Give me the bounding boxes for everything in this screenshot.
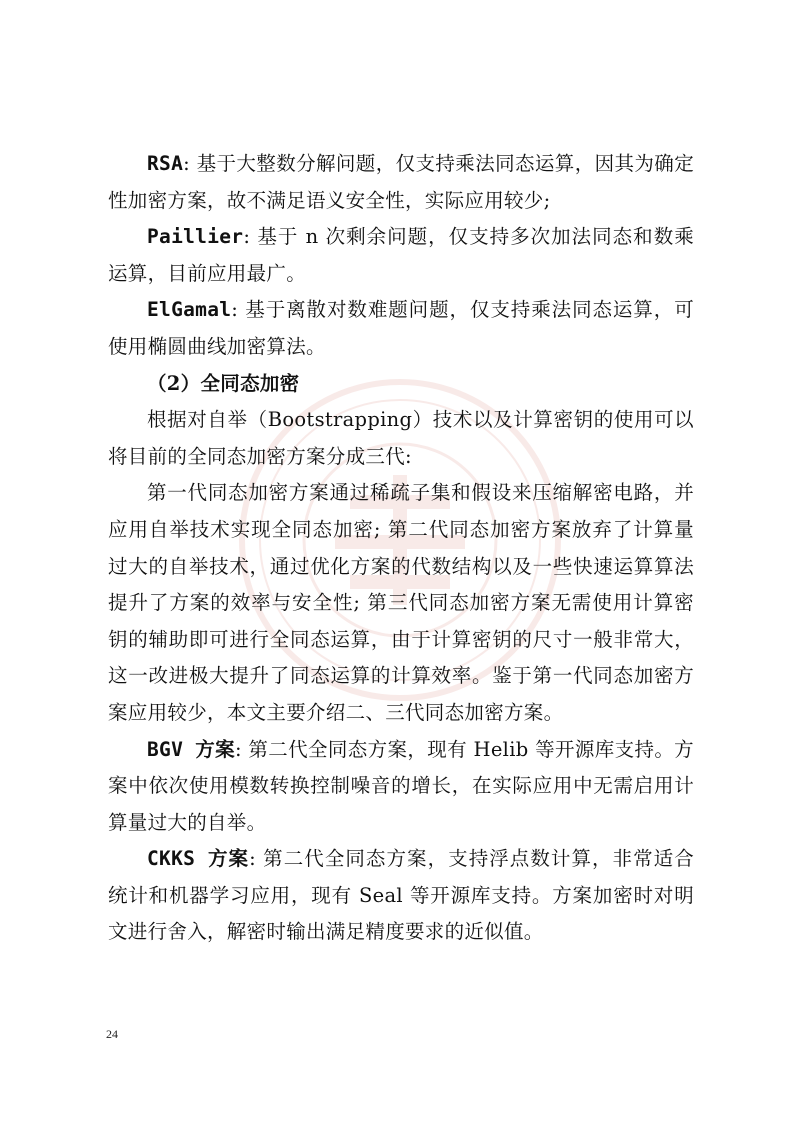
term-elgamal: ElGamal: [147, 298, 232, 322]
paragraph-ckks-text: : 第二代全同态方案，支持浮点数计算，非常适合统计和机器学习应用，现有 Seal 等开源库支持。方案加密时对明文进行舍入，解密时输出满足精度要求的近似值。: [108, 847, 694, 944]
term-paillier: Paillier: [147, 225, 244, 249]
paragraph-bgv: [108, 732, 694, 842]
term-rsa: RSA: [147, 152, 184, 175]
page-number: 24: [106, 1027, 118, 1041]
term-bgv: BGV 方案: [147, 737, 235, 761]
document-body: [108, 146, 694, 951]
section-heading: （2）全同态加密: [147, 371, 300, 395]
paragraph-paillier: [108, 219, 694, 292]
paragraph-ckks: [108, 841, 694, 951]
paragraph-rsa: [108, 146, 694, 219]
paragraph-bgv-text: : 第二代全同态方案，现有 Helib 等开源库支持。方案中依次使用模数转换控制噪音的增长，在实际应用中无需启用计算量过大的自举。: [108, 737, 694, 834]
paragraph-elgamal-text: : 基于离散对数难题问题，仅支持乘法同态运算，可使用椭圆曲线加密算法。: [108, 298, 694, 358]
paragraph-rsa-text: : 基于大整数分解问题，仅支持乘法同态运算，因其为确定性加密方案，故不满足语义安全性，实际应用较少;: [108, 152, 694, 212]
paragraph-elgamal: [108, 292, 694, 365]
paragraph-generations: 第一代同态加密方案通过稀疏子集和假设来压缩解密电路，并应用自举技术实现全同态加密; 第二代同态加密方案放弃了计算量过大的自举技术，通过优化方案的代数结构以及一些快速运算算法提升了方案的效率与安全性; 第三代同态加密方案无需使用计算密钥的辅助即可进行全同态运算，由于计算密钥的尺寸一般非常大，这一改进极大提升了同态运算的计算效率。鉴于第一代同态加密方案应用较少，本文主要介绍二、三代同态加密方案。: [108, 481, 694, 724]
paragraph-intro: 根据对自举（Bootstrapping）技术以及计算密钥的使用可以将目前的全同态加密方案分成三代:: [108, 408, 694, 468]
paragraph-paillier-text: : 基于 n 次剩余问题，仅支持多次加法同态和数乘运算，目前应用最广。: [108, 225, 694, 285]
term-ckks: CKKS 方案: [147, 847, 250, 871]
